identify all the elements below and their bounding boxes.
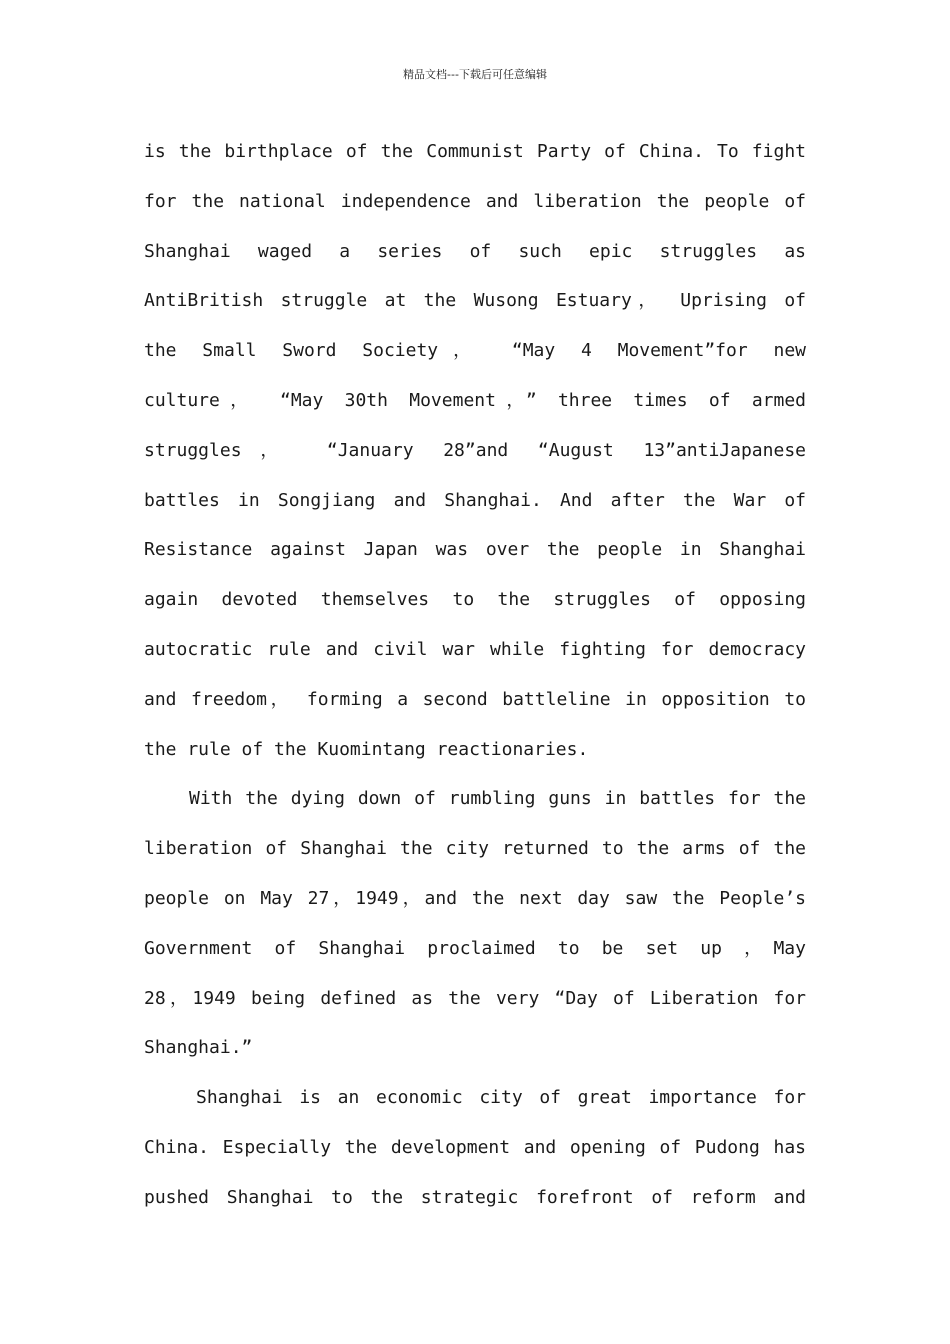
page-header: 精品文档---下载后可任意编辑 — [403, 68, 547, 81]
paragraph — [144, 774, 806, 1073]
paragraph — [144, 1073, 806, 1222]
document-body — [144, 127, 806, 1223]
text-line: liberation of Shanghai the city returned to the arms of the — [144, 838, 806, 860]
text-line: With the dying down of rumbling guns in battles for the — [189, 788, 806, 810]
text-line: again devoted themselves to the struggles of opposing — [144, 589, 806, 611]
text-line: pushed Shanghai to the strategic forefront of reform and — [144, 1186, 806, 1208]
text-line: is the birthplace of the Communist Party of China. To fight — [144, 141, 806, 162]
text-line: for the national independence and liberation the people of — [144, 190, 806, 212]
text-line: 28，1949 being defined as the very “Day of Liberation for — [144, 987, 806, 1009]
text-line: culture， “May 30th Movement，” three times of armed — [144, 389, 806, 411]
text-line: people on May 27，1949，and the next day saw the People’s — [144, 887, 806, 909]
text-line: Shanghai waged a series of such epic struggles as — [144, 240, 806, 262]
text-line: autocratic rule and civil war while fighting for democracy — [144, 638, 806, 660]
text-line: the rule of the Kuomintang reactionaries. — [144, 738, 589, 760]
text-line: battles in Songjiang and Shanghai. And after the War of — [144, 489, 806, 511]
text-line: Government of Shanghai proclaimed to be set up ，May — [144, 937, 806, 959]
text-line: and freedom， forming a second battleline in opposition to — [144, 688, 806, 710]
text-line: China. Especially the development and opening of Pudong has — [144, 1136, 806, 1158]
text-line: Resistance against Japan was over the people in Shanghai — [144, 539, 806, 561]
text-line: the Small Sword Society， “May 4 Movement”for new — [144, 340, 806, 362]
text-line: Shanghai is an economic city of great importance for — [196, 1087, 806, 1109]
text-line: struggles， “January 28”and “August 13”antiJapanese — [144, 439, 806, 461]
paragraph — [144, 127, 806, 774]
text-line: AntiBritish struggle at the Wusong Estuary， Uprising of — [144, 290, 806, 312]
text-line: Shanghai.” — [144, 1037, 253, 1059]
